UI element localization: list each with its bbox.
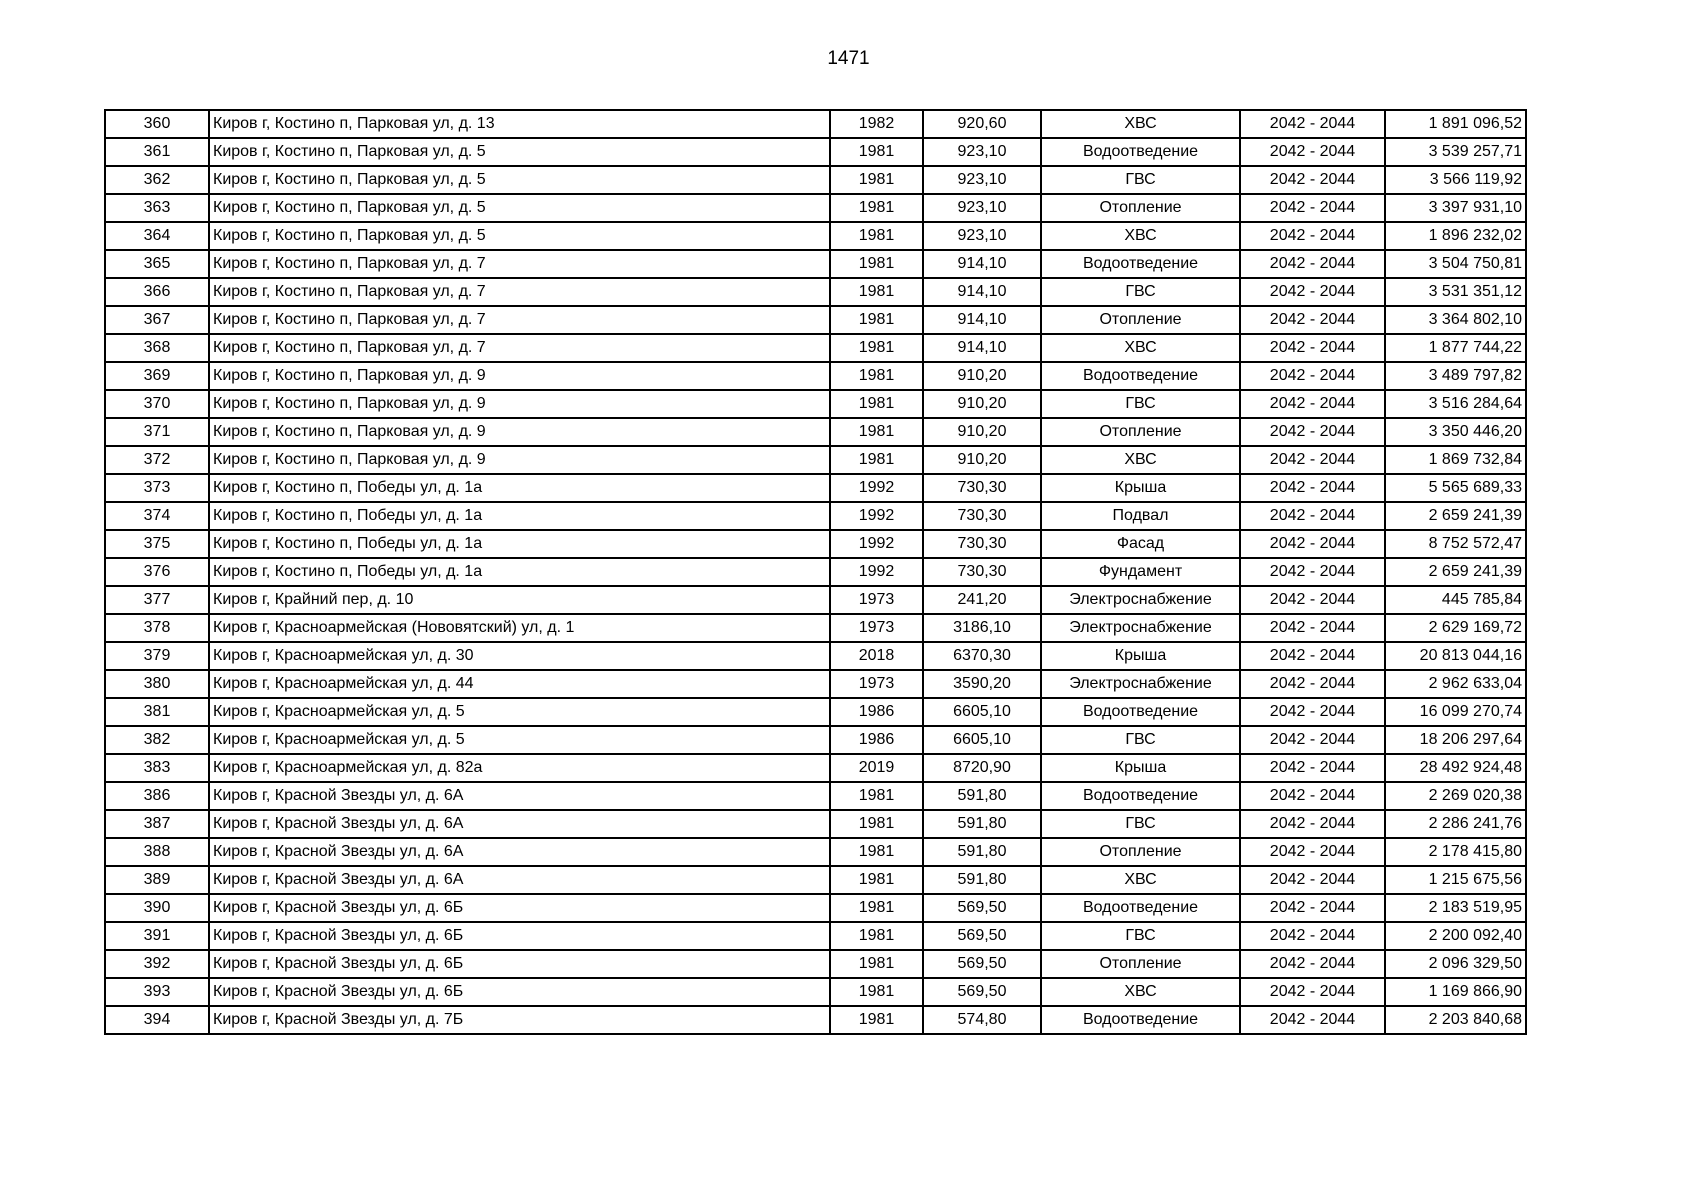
row-number-cell: 365 xyxy=(105,250,209,278)
address-cell: Киров г, Костино п, Победы ул, д. 1а xyxy=(209,530,830,558)
work-type-cell: Водоотведение xyxy=(1041,1006,1240,1034)
row-number-cell: 382 xyxy=(105,726,209,754)
cost-cell: 1 896 232,02 xyxy=(1385,222,1526,250)
address-cell: Киров г, Красной Звезды ул, д. 6А xyxy=(209,866,830,894)
year-cell: 1981 xyxy=(830,418,923,446)
period-cell: 2042 - 2044 xyxy=(1240,586,1385,614)
address-cell: Киров г, Костино п, Победы ул, д. 1а xyxy=(209,502,830,530)
address-cell: Киров г, Костино п, Парковая ул, д. 7 xyxy=(209,334,830,362)
work-type-cell: ХВС xyxy=(1041,222,1240,250)
year-cell: 1981 xyxy=(830,922,923,950)
table-row xyxy=(105,362,1526,390)
period-cell: 2042 - 2044 xyxy=(1240,502,1385,530)
address-cell: Киров г, Красноармейская ул, д. 82а xyxy=(209,754,830,782)
table-row xyxy=(105,698,1526,726)
table-row xyxy=(105,278,1526,306)
table-row xyxy=(105,810,1526,838)
work-type-cell: ГВС xyxy=(1041,278,1240,306)
row-number-cell: 391 xyxy=(105,922,209,950)
address-cell: Киров г, Красной Звезды ул, д. 7Б xyxy=(209,1006,830,1034)
period-cell: 2042 - 2044 xyxy=(1240,642,1385,670)
area-cell: 910,20 xyxy=(923,446,1041,474)
area-cell: 730,30 xyxy=(923,530,1041,558)
cost-cell: 1 891 096,52 xyxy=(1385,110,1526,138)
period-cell: 2042 - 2044 xyxy=(1240,530,1385,558)
period-cell: 2042 - 2044 xyxy=(1240,306,1385,334)
table-row xyxy=(105,306,1526,334)
year-cell: 1981 xyxy=(830,810,923,838)
area-cell: 730,30 xyxy=(923,474,1041,502)
cost-cell: 3 566 119,92 xyxy=(1385,166,1526,194)
address-cell: Киров г, Костино п, Парковая ул, д. 9 xyxy=(209,446,830,474)
cost-cell: 8 752 572,47 xyxy=(1385,530,1526,558)
row-number-cell: 380 xyxy=(105,670,209,698)
year-cell: 1981 xyxy=(830,194,923,222)
row-number-cell: 383 xyxy=(105,754,209,782)
work-type-cell: Водоотведение xyxy=(1041,698,1240,726)
row-number-cell: 369 xyxy=(105,362,209,390)
address-cell: Киров г, Костино п, Победы ул, д. 1а xyxy=(209,558,830,586)
cost-cell: 3 531 351,12 xyxy=(1385,278,1526,306)
period-cell: 2042 - 2044 xyxy=(1240,782,1385,810)
area-cell: 591,80 xyxy=(923,866,1041,894)
area-cell: 923,10 xyxy=(923,222,1041,250)
area-cell: 910,20 xyxy=(923,418,1041,446)
row-number-cell: 387 xyxy=(105,810,209,838)
period-cell: 2042 - 2044 xyxy=(1240,334,1385,362)
period-cell: 2042 - 2044 xyxy=(1240,250,1385,278)
row-number-cell: 360 xyxy=(105,110,209,138)
table-row xyxy=(105,530,1526,558)
year-cell: 2018 xyxy=(830,642,923,670)
cost-cell: 3 504 750,81 xyxy=(1385,250,1526,278)
year-cell: 1981 xyxy=(830,894,923,922)
work-type-cell: Водоотведение xyxy=(1041,250,1240,278)
period-cell: 2042 - 2044 xyxy=(1240,558,1385,586)
period-cell: 2042 - 2044 xyxy=(1240,194,1385,222)
area-cell: 914,10 xyxy=(923,278,1041,306)
row-number-cell: 392 xyxy=(105,950,209,978)
period-cell: 2042 - 2044 xyxy=(1240,474,1385,502)
table-row xyxy=(105,838,1526,866)
repair-schedule-table xyxy=(104,109,1527,1035)
address-cell: Киров г, Красноармейская (Нововятский) ул, д. 1 xyxy=(209,614,830,642)
year-cell: 1981 xyxy=(830,278,923,306)
row-number-cell: 386 xyxy=(105,782,209,810)
period-cell: 2042 - 2044 xyxy=(1240,278,1385,306)
period-cell: 2042 - 2044 xyxy=(1240,950,1385,978)
row-number-cell: 375 xyxy=(105,530,209,558)
cost-cell: 16 099 270,74 xyxy=(1385,698,1526,726)
cost-cell: 1 215 675,56 xyxy=(1385,866,1526,894)
period-cell: 2042 - 2044 xyxy=(1240,670,1385,698)
work-type-cell: Водоотведение xyxy=(1041,782,1240,810)
cost-cell: 2 962 633,04 xyxy=(1385,670,1526,698)
area-cell: 3186,10 xyxy=(923,614,1041,642)
cost-cell: 2 629 169,72 xyxy=(1385,614,1526,642)
period-cell: 2042 - 2044 xyxy=(1240,866,1385,894)
year-cell: 1981 xyxy=(830,838,923,866)
address-cell: Киров г, Красной Звезды ул, д. 6Б xyxy=(209,978,830,1006)
cost-cell: 2 286 241,76 xyxy=(1385,810,1526,838)
table-row xyxy=(105,894,1526,922)
cost-cell: 2 659 241,39 xyxy=(1385,502,1526,530)
address-cell: Киров г, Красной Звезды ул, д. 6А xyxy=(209,810,830,838)
area-cell: 241,20 xyxy=(923,586,1041,614)
address-cell: Киров г, Костино п, Парковая ул, д. 13 xyxy=(209,110,830,138)
row-number-cell: 388 xyxy=(105,838,209,866)
table-row xyxy=(105,866,1526,894)
table-row xyxy=(105,138,1526,166)
period-cell: 2042 - 2044 xyxy=(1240,698,1385,726)
year-cell: 1981 xyxy=(830,978,923,1006)
year-cell: 1992 xyxy=(830,474,923,502)
row-number-cell: 373 xyxy=(105,474,209,502)
cost-cell: 18 206 297,64 xyxy=(1385,726,1526,754)
year-cell: 1981 xyxy=(830,1006,923,1034)
year-cell: 1982 xyxy=(830,110,923,138)
address-cell: Киров г, Костино п, Парковая ул, д. 7 xyxy=(209,250,830,278)
year-cell: 1981 xyxy=(830,306,923,334)
work-type-cell: ХВС xyxy=(1041,446,1240,474)
cost-cell: 445 785,84 xyxy=(1385,586,1526,614)
work-type-cell: Отопление xyxy=(1041,306,1240,334)
area-cell: 569,50 xyxy=(923,894,1041,922)
year-cell: 1992 xyxy=(830,558,923,586)
work-type-cell: Фасад xyxy=(1041,530,1240,558)
address-cell: Киров г, Костино п, Парковая ул, д. 7 xyxy=(209,306,830,334)
year-cell: 1981 xyxy=(830,222,923,250)
table-row xyxy=(105,754,1526,782)
address-cell: Киров г, Крайний пер, д. 10 xyxy=(209,586,830,614)
row-number-cell: 362 xyxy=(105,166,209,194)
row-number-cell: 368 xyxy=(105,334,209,362)
row-number-cell: 393 xyxy=(105,978,209,1006)
row-number-cell: 389 xyxy=(105,866,209,894)
work-type-cell: Отопление xyxy=(1041,838,1240,866)
address-cell: Киров г, Костино п, Победы ул, д. 1а xyxy=(209,474,830,502)
period-cell: 2042 - 2044 xyxy=(1240,894,1385,922)
cost-cell: 5 565 689,33 xyxy=(1385,474,1526,502)
table-row xyxy=(105,726,1526,754)
year-cell: 1981 xyxy=(830,334,923,362)
year-cell: 1981 xyxy=(830,782,923,810)
period-cell: 2042 - 2044 xyxy=(1240,362,1385,390)
cost-cell: 2 178 415,80 xyxy=(1385,838,1526,866)
row-number-cell: 372 xyxy=(105,446,209,474)
work-type-cell: Водоотведение xyxy=(1041,362,1240,390)
row-number-cell: 376 xyxy=(105,558,209,586)
work-type-cell: Фундамент xyxy=(1041,558,1240,586)
address-cell: Киров г, Костино п, Парковая ул, д. 9 xyxy=(209,390,830,418)
table-row xyxy=(105,194,1526,222)
period-cell: 2042 - 2044 xyxy=(1240,418,1385,446)
year-cell: 1981 xyxy=(830,166,923,194)
table-row xyxy=(105,978,1526,1006)
period-cell: 2042 - 2044 xyxy=(1240,222,1385,250)
address-cell: Киров г, Костино п, Парковая ул, д. 5 xyxy=(209,166,830,194)
period-cell: 2042 - 2044 xyxy=(1240,922,1385,950)
table-row xyxy=(105,334,1526,362)
table-row xyxy=(105,950,1526,978)
year-cell: 1981 xyxy=(830,250,923,278)
year-cell: 1986 xyxy=(830,726,923,754)
area-cell: 923,10 xyxy=(923,138,1041,166)
period-cell: 2042 - 2044 xyxy=(1240,754,1385,782)
year-cell: 1981 xyxy=(830,138,923,166)
cost-cell: 3 350 446,20 xyxy=(1385,418,1526,446)
area-cell: 569,50 xyxy=(923,978,1041,1006)
area-cell: 923,10 xyxy=(923,166,1041,194)
period-cell: 2042 - 2044 xyxy=(1240,838,1385,866)
table-row xyxy=(105,670,1526,698)
period-cell: 2042 - 2044 xyxy=(1240,110,1385,138)
year-cell: 1973 xyxy=(830,670,923,698)
area-cell: 6605,10 xyxy=(923,698,1041,726)
area-cell: 3590,20 xyxy=(923,670,1041,698)
address-cell: Киров г, Костино п, Парковая ул, д. 5 xyxy=(209,222,830,250)
year-cell: 1992 xyxy=(830,530,923,558)
row-number-cell: 370 xyxy=(105,390,209,418)
work-type-cell: ГВС xyxy=(1041,726,1240,754)
area-cell: 569,50 xyxy=(923,950,1041,978)
address-cell: Киров г, Костино п, Парковая ул, д. 5 xyxy=(209,138,830,166)
period-cell: 2042 - 2044 xyxy=(1240,978,1385,1006)
cost-cell: 3 364 802,10 xyxy=(1385,306,1526,334)
work-type-cell: ХВС xyxy=(1041,866,1240,894)
cost-cell: 3 489 797,82 xyxy=(1385,362,1526,390)
work-type-cell: ГВС xyxy=(1041,922,1240,950)
address-cell: Киров г, Красной Звезды ул, д. 6А xyxy=(209,782,830,810)
address-cell: Киров г, Красной Звезды ул, д. 6Б xyxy=(209,922,830,950)
cost-cell: 28 492 924,48 xyxy=(1385,754,1526,782)
table-row xyxy=(105,474,1526,502)
work-type-cell: Отопление xyxy=(1041,194,1240,222)
address-cell: Киров г, Красноармейская ул, д. 30 xyxy=(209,642,830,670)
period-cell: 2042 - 2044 xyxy=(1240,810,1385,838)
page-number: 1471 xyxy=(827,48,870,69)
period-cell: 2042 - 2044 xyxy=(1240,446,1385,474)
address-cell: Киров г, Костино п, Парковая ул, д. 7 xyxy=(209,278,830,306)
work-type-cell: Крыша xyxy=(1041,642,1240,670)
year-cell: 1973 xyxy=(830,614,923,642)
period-cell: 2042 - 2044 xyxy=(1240,1006,1385,1034)
area-cell: 910,20 xyxy=(923,390,1041,418)
work-type-cell: Электроснабжение xyxy=(1041,670,1240,698)
work-type-cell: Отопление xyxy=(1041,418,1240,446)
year-cell: 1981 xyxy=(830,362,923,390)
area-cell: 574,80 xyxy=(923,1006,1041,1034)
work-type-cell: Крыша xyxy=(1041,474,1240,502)
period-cell: 2042 - 2044 xyxy=(1240,390,1385,418)
table-row xyxy=(105,110,1526,138)
cost-cell: 2 096 329,50 xyxy=(1385,950,1526,978)
work-type-cell: ГВС xyxy=(1041,390,1240,418)
work-type-cell: ХВС xyxy=(1041,978,1240,1006)
cost-cell: 2 183 519,95 xyxy=(1385,894,1526,922)
row-number-cell: 361 xyxy=(105,138,209,166)
work-type-cell: Электроснабжение xyxy=(1041,586,1240,614)
period-cell: 2042 - 2044 xyxy=(1240,614,1385,642)
table-row xyxy=(105,502,1526,530)
year-cell: 1981 xyxy=(830,446,923,474)
address-cell: Киров г, Красной Звезды ул, д. 6Б xyxy=(209,894,830,922)
table-row xyxy=(105,250,1526,278)
address-cell: Киров г, Костино п, Парковая ул, д. 5 xyxy=(209,194,830,222)
period-cell: 2042 - 2044 xyxy=(1240,138,1385,166)
area-cell: 6370,30 xyxy=(923,642,1041,670)
row-number-cell: 377 xyxy=(105,586,209,614)
year-cell: 1986 xyxy=(830,698,923,726)
area-cell: 569,50 xyxy=(923,922,1041,950)
row-number-cell: 374 xyxy=(105,502,209,530)
address-cell: Киров г, Красной Звезды ул, д. 6Б xyxy=(209,950,830,978)
row-number-cell: 366 xyxy=(105,278,209,306)
row-number-cell: 379 xyxy=(105,642,209,670)
work-type-cell: Подвал xyxy=(1041,502,1240,530)
cost-cell: 2 203 840,68 xyxy=(1385,1006,1526,1034)
year-cell: 1981 xyxy=(830,950,923,978)
table-row xyxy=(105,922,1526,950)
table-row xyxy=(105,1006,1526,1034)
area-cell: 920,60 xyxy=(923,110,1041,138)
table-body xyxy=(105,110,1526,1034)
area-cell: 591,80 xyxy=(923,838,1041,866)
year-cell: 1981 xyxy=(830,390,923,418)
cost-cell: 3 539 257,71 xyxy=(1385,138,1526,166)
cost-cell: 1 169 866,90 xyxy=(1385,978,1526,1006)
work-type-cell: Крыша xyxy=(1041,754,1240,782)
row-number-cell: 364 xyxy=(105,222,209,250)
row-number-cell: 367 xyxy=(105,306,209,334)
year-cell: 2019 xyxy=(830,754,923,782)
address-cell: Киров г, Костино п, Парковая ул, д. 9 xyxy=(209,362,830,390)
work-type-cell: Отопление xyxy=(1041,950,1240,978)
table-row xyxy=(105,166,1526,194)
area-cell: 730,30 xyxy=(923,502,1041,530)
address-cell: Киров г, Красноармейская ул, д. 5 xyxy=(209,726,830,754)
address-cell: Киров г, Красной Звезды ул, д. 6А xyxy=(209,838,830,866)
work-type-cell: Электроснабжение xyxy=(1041,614,1240,642)
row-number-cell: 371 xyxy=(105,418,209,446)
table-row xyxy=(105,558,1526,586)
cost-cell: 2 269 020,38 xyxy=(1385,782,1526,810)
row-number-cell: 394 xyxy=(105,1006,209,1034)
table-row xyxy=(105,614,1526,642)
table-row xyxy=(105,222,1526,250)
cost-cell: 2 659 241,39 xyxy=(1385,558,1526,586)
row-number-cell: 378 xyxy=(105,614,209,642)
period-cell: 2042 - 2044 xyxy=(1240,166,1385,194)
area-cell: 591,80 xyxy=(923,810,1041,838)
cost-cell: 20 813 044,16 xyxy=(1385,642,1526,670)
area-cell: 914,10 xyxy=(923,250,1041,278)
cost-cell: 3 516 284,64 xyxy=(1385,390,1526,418)
area-cell: 591,80 xyxy=(923,782,1041,810)
year-cell: 1973 xyxy=(830,586,923,614)
table-row xyxy=(105,446,1526,474)
table-row xyxy=(105,642,1526,670)
cost-cell: 1 877 744,22 xyxy=(1385,334,1526,362)
area-cell: 914,10 xyxy=(923,306,1041,334)
row-number-cell: 390 xyxy=(105,894,209,922)
work-type-cell: Водоотведение xyxy=(1041,894,1240,922)
table-row xyxy=(105,418,1526,446)
year-cell: 1981 xyxy=(830,866,923,894)
work-type-cell: ГВС xyxy=(1041,166,1240,194)
year-cell: 1992 xyxy=(830,502,923,530)
work-type-cell: Водоотведение xyxy=(1041,138,1240,166)
area-cell: 910,20 xyxy=(923,362,1041,390)
address-cell: Киров г, Красноармейская ул, д. 44 xyxy=(209,670,830,698)
table-row xyxy=(105,782,1526,810)
area-cell: 730,30 xyxy=(923,558,1041,586)
area-cell: 8720,90 xyxy=(923,754,1041,782)
period-cell: 2042 - 2044 xyxy=(1240,726,1385,754)
work-type-cell: ХВС xyxy=(1041,110,1240,138)
cost-cell: 3 397 931,10 xyxy=(1385,194,1526,222)
row-number-cell: 381 xyxy=(105,698,209,726)
row-number-cell: 363 xyxy=(105,194,209,222)
work-type-cell: ХВС xyxy=(1041,334,1240,362)
table-row xyxy=(105,586,1526,614)
cost-cell: 2 200 092,40 xyxy=(1385,922,1526,950)
area-cell: 6605,10 xyxy=(923,726,1041,754)
area-cell: 923,10 xyxy=(923,194,1041,222)
area-cell: 914,10 xyxy=(923,334,1041,362)
address-cell: Киров г, Красноармейская ул, д. 5 xyxy=(209,698,830,726)
table-row xyxy=(105,390,1526,418)
work-type-cell: ГВС xyxy=(1041,810,1240,838)
cost-cell: 1 869 732,84 xyxy=(1385,446,1526,474)
address-cell: Киров г, Костино п, Парковая ул, д. 9 xyxy=(209,418,830,446)
